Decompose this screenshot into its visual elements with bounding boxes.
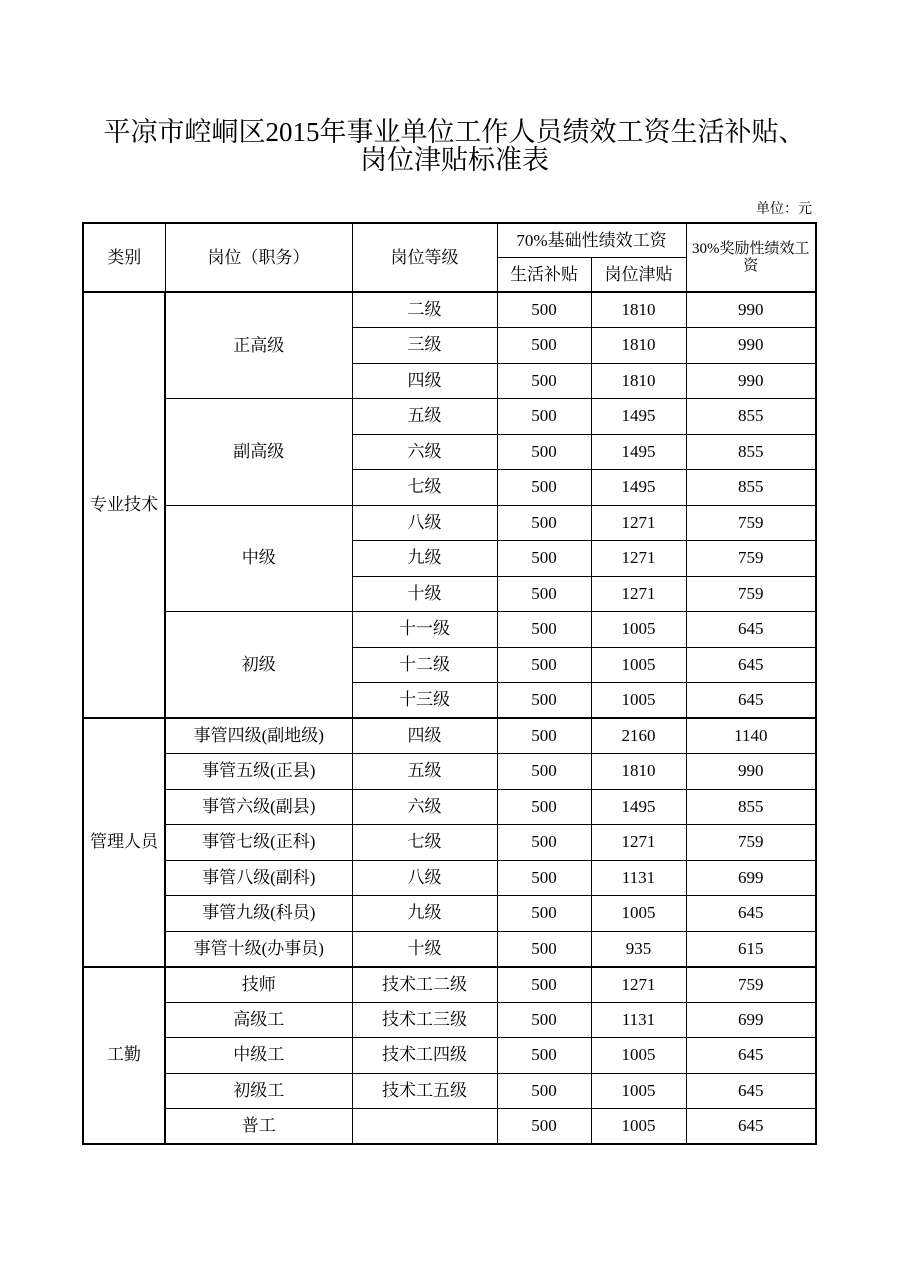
incentive-cell: 645 (686, 896, 816, 932)
post-allowance-cell: 1271 (591, 505, 686, 541)
living-subsidy-cell: 500 (497, 576, 591, 612)
living-subsidy-cell: 500 (497, 754, 591, 790)
post-allowance-cell: 1005 (591, 1109, 686, 1145)
position-cell: 正高级 (165, 292, 352, 399)
table-row (83, 292, 816, 328)
table-row (83, 1073, 816, 1109)
incentive-cell: 615 (686, 931, 816, 967)
table-row (83, 931, 816, 967)
position-cell: 事管六级(副县) (165, 789, 352, 825)
grade-cell: 十二级 (352, 647, 497, 683)
grade-cell: 七级 (352, 470, 497, 506)
position-cell: 副高级 (165, 399, 352, 506)
header-basic-performance-group: 70%基础性绩效工资 (497, 223, 686, 258)
grade-cell: 技术工五级 (352, 1073, 497, 1109)
living-subsidy-cell: 500 (497, 1038, 591, 1074)
incentive-cell: 759 (686, 541, 816, 577)
living-subsidy-cell: 500 (497, 683, 591, 719)
position-cell: 初级 (165, 612, 352, 719)
grade-cell: 技术工三级 (352, 1002, 497, 1038)
grade-cell: 技术工四级 (352, 1038, 497, 1074)
living-subsidy-cell: 500 (497, 399, 591, 435)
grade-cell: 四级 (352, 363, 497, 399)
grade-cell: 九级 (352, 896, 497, 932)
grade-cell: 八级 (352, 860, 497, 896)
position-cell: 事管五级(正县) (165, 754, 352, 790)
living-subsidy-cell: 500 (497, 541, 591, 577)
post-allowance-cell: 1810 (591, 328, 686, 364)
post-allowance-cell: 1271 (591, 576, 686, 612)
post-allowance-cell: 1271 (591, 541, 686, 577)
post-allowance-cell: 1271 (591, 967, 686, 1003)
living-subsidy-cell: 500 (497, 860, 591, 896)
incentive-cell: 645 (686, 612, 816, 648)
grade-cell: 六级 (352, 434, 497, 470)
living-subsidy-cell: 500 (497, 434, 591, 470)
incentive-cell: 699 (686, 1002, 816, 1038)
post-allowance-cell: 1005 (591, 896, 686, 932)
incentive-cell: 855 (686, 789, 816, 825)
header-category: 类别 (83, 223, 165, 292)
table-row (83, 399, 816, 435)
incentive-cell: 759 (686, 967, 816, 1003)
category-cell: 管理人员 (83, 718, 165, 967)
post-allowance-cell: 1005 (591, 683, 686, 719)
grade-cell: 四级 (352, 718, 497, 754)
incentive-cell: 645 (686, 1038, 816, 1074)
table-row (83, 1002, 816, 1038)
incentive-cell: 645 (686, 647, 816, 683)
living-subsidy-cell: 500 (497, 363, 591, 399)
header-living-subsidy: 生活补贴 (497, 258, 591, 293)
table-row (83, 1109, 816, 1145)
grade-cell: 九级 (352, 541, 497, 577)
position-cell: 事管十级(办事员) (165, 931, 352, 967)
table-row (83, 1038, 816, 1074)
table-row (83, 967, 816, 1003)
grade-cell: 十级 (352, 576, 497, 612)
post-allowance-cell: 1005 (591, 1073, 686, 1109)
unit-label: 单位：元 (756, 202, 812, 217)
living-subsidy-cell: 500 (497, 1002, 591, 1038)
grade-cell: 七级 (352, 825, 497, 861)
post-allowance-cell: 2160 (591, 718, 686, 754)
table-row (83, 789, 816, 825)
living-subsidy-cell: 500 (497, 825, 591, 861)
incentive-cell: 759 (686, 825, 816, 861)
incentive-cell: 645 (686, 1109, 816, 1145)
header-incentive (686, 223, 816, 292)
post-allowance-cell: 1810 (591, 363, 686, 399)
incentive-cell: 759 (686, 576, 816, 612)
post-allowance-cell: 1810 (591, 754, 686, 790)
post-allowance-cell: 1495 (591, 399, 686, 435)
living-subsidy-cell: 500 (497, 718, 591, 754)
table-header (83, 223, 816, 292)
position-cell: 中级 (165, 505, 352, 612)
post-allowance-cell: 1005 (591, 647, 686, 683)
header-incentive-label: 30%奖励性绩效工资 (692, 240, 810, 274)
living-subsidy-cell: 500 (497, 328, 591, 364)
table-body (83, 292, 816, 1144)
category-cell: 工勤 (83, 967, 165, 1145)
incentive-cell: 855 (686, 434, 816, 470)
category-cell: 专业技术 (83, 292, 165, 718)
grade-cell: 六级 (352, 789, 497, 825)
post-allowance-cell: 1495 (591, 789, 686, 825)
living-subsidy-cell: 500 (497, 967, 591, 1003)
position-cell: 事管四级(副地级) (165, 718, 352, 754)
incentive-cell: 1140 (686, 718, 816, 754)
incentive-cell: 645 (686, 1073, 816, 1109)
incentive-cell: 990 (686, 328, 816, 364)
grade-cell: 二级 (352, 292, 497, 328)
post-allowance-cell: 1271 (591, 825, 686, 861)
post-allowance-cell: 1810 (591, 292, 686, 328)
table-row (83, 612, 816, 648)
post-allowance-cell: 1131 (591, 1002, 686, 1038)
header-post-allowance: 岗位津贴 (591, 258, 686, 293)
document-title-line-2: 岗位津贴标准表 (360, 145, 549, 175)
living-subsidy-cell: 500 (497, 931, 591, 967)
post-allowance-cell: 935 (591, 931, 686, 967)
incentive-cell: 990 (686, 292, 816, 328)
living-subsidy-cell: 500 (497, 789, 591, 825)
grade-cell: 十一级 (352, 612, 497, 648)
living-subsidy-cell: 500 (497, 505, 591, 541)
table-row (83, 754, 816, 790)
position-cell: 普工 (165, 1109, 352, 1145)
incentive-cell: 990 (686, 363, 816, 399)
position-cell: 初级工 (165, 1073, 352, 1109)
post-allowance-cell: 1005 (591, 1038, 686, 1074)
incentive-cell: 855 (686, 470, 816, 506)
grade-cell: 五级 (352, 754, 497, 790)
grade-cell: 十三级 (352, 683, 497, 719)
table-row (83, 896, 816, 932)
incentive-cell: 699 (686, 860, 816, 896)
grade-cell: 五级 (352, 399, 497, 435)
document-title (0, 118, 909, 174)
grade-cell: 十级 (352, 931, 497, 967)
living-subsidy-cell: 500 (497, 1109, 591, 1145)
position-cell: 事管九级(科员) (165, 896, 352, 932)
post-allowance-cell: 1005 (591, 612, 686, 648)
table-row (83, 718, 816, 754)
living-subsidy-cell: 500 (497, 470, 591, 506)
living-subsidy-cell: 500 (497, 1073, 591, 1109)
header-row-1 (83, 223, 816, 258)
living-subsidy-cell: 500 (497, 612, 591, 648)
header-position: 岗位（职务） (165, 223, 352, 292)
position-cell: 事管八级(副科) (165, 860, 352, 896)
position-cell: 事管七级(正科) (165, 825, 352, 861)
position-cell: 中级工 (165, 1038, 352, 1074)
salary-standard-table (82, 222, 817, 1145)
living-subsidy-cell: 500 (497, 896, 591, 932)
living-subsidy-cell: 500 (497, 647, 591, 683)
living-subsidy-cell: 500 (497, 292, 591, 328)
table-row (83, 505, 816, 541)
incentive-cell: 759 (686, 505, 816, 541)
incentive-cell: 645 (686, 683, 816, 719)
incentive-cell: 855 (686, 399, 816, 435)
incentive-cell: 990 (686, 754, 816, 790)
grade-cell: 八级 (352, 505, 497, 541)
grade-cell: 三级 (352, 328, 497, 364)
grade-cell (352, 1109, 497, 1145)
header-grade: 岗位等级 (352, 223, 497, 292)
position-cell: 高级工 (165, 1002, 352, 1038)
grade-cell: 技术工二级 (352, 967, 497, 1003)
post-allowance-cell: 1131 (591, 860, 686, 896)
document-title-line-1: 平凉市崆峒区2015年事业单位工作人员绩效工资生活补贴、 (103, 117, 806, 147)
post-allowance-cell: 1495 (591, 434, 686, 470)
position-cell: 技师 (165, 967, 352, 1003)
post-allowance-cell: 1495 (591, 470, 686, 506)
table-row (83, 825, 816, 861)
table-row (83, 860, 816, 896)
